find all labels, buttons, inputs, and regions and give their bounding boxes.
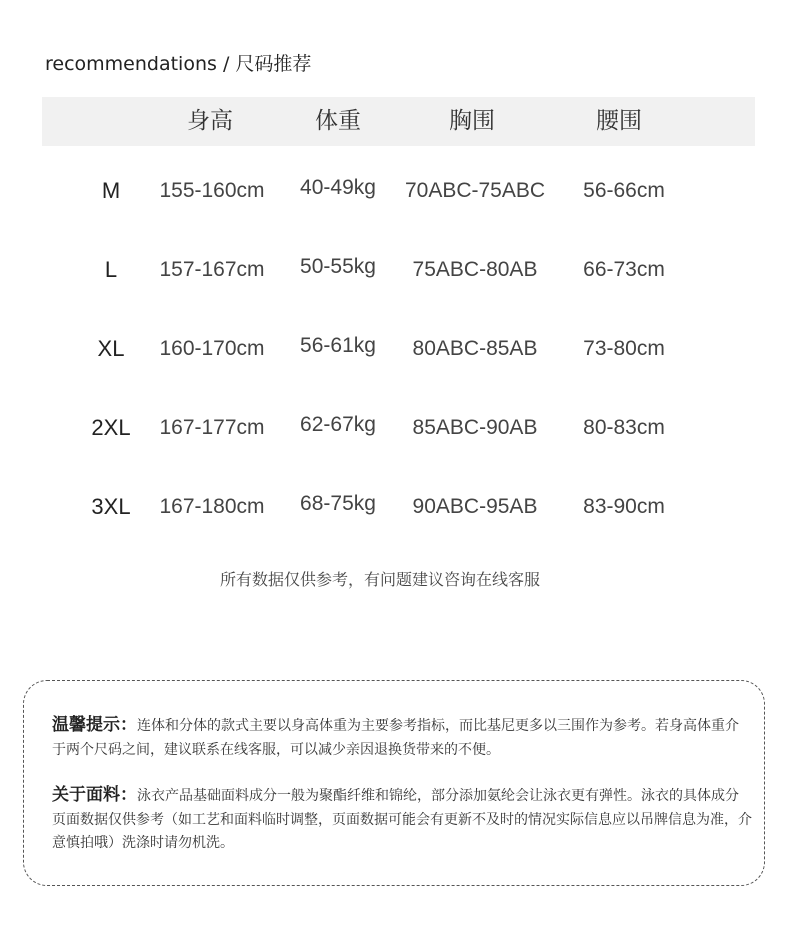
height-cell: 157-167cm [159, 258, 265, 281]
page-title: recommendations / 尺码推荐 [45, 53, 312, 75]
height-cell: 160-170cm [159, 337, 265, 360]
weight-cell: 40-49kg [300, 176, 376, 199]
bust-cell: 90ABC-95AB [412, 495, 538, 518]
bust-cell: 70ABC-75ABC [404, 179, 546, 202]
fabric-text: 泳衣产品基础面料成分一般为聚酯纤维和锦纶，部分添加氨纶会让泳衣更有弹性。泳衣的具体成分页面数据仅供参考（如工艺和面料临时调整，页面数据可能会有更新不及时的情况实际信息应以吊牌信息为准，介意慎拍哦）洗涤时请勿机洗。 [52, 788, 752, 851]
table-row [0, 171, 790, 211]
info-box [23, 680, 765, 886]
table-row [0, 329, 790, 369]
height-cell: 155-160cm [159, 179, 265, 202]
fabric-label: 关于面料： [52, 785, 137, 805]
size-cell: 2XL [91, 415, 131, 440]
header-height: 身高 [187, 108, 233, 134]
size-cell: XL [97, 336, 125, 361]
header-waist: 腰围 [596, 108, 642, 134]
table-row [0, 487, 790, 527]
header-bust: 胸围 [449, 108, 495, 134]
header-weight: 体重 [315, 108, 361, 134]
bust-cell: 75ABC-80AB [412, 258, 538, 281]
height-cell: 167-177cm [159, 416, 265, 439]
table-header [42, 97, 755, 146]
waist-cell: 73-80cm [583, 337, 665, 360]
weight-cell: 68-75kg [300, 492, 376, 515]
tip-text: 连体和分体的款式主要以身高体重为主要参考指标，而比基尼更多以三围作为参考。若身高体重介于两个尺码之间，建议联系在线客服，可以减少亲因退换货带来的不便。 [52, 718, 739, 758]
tip-paragraph [52, 714, 752, 762]
fabric-paragraph [52, 784, 752, 856]
weight-cell: 50-55kg [300, 255, 376, 278]
weight-cell: 56-61kg [300, 334, 376, 357]
waist-cell: 56-66cm [583, 179, 665, 202]
size-cell: M [101, 178, 121, 203]
size-cell: 3XL [91, 494, 131, 519]
bust-cell: 85ABC-90AB [412, 416, 538, 439]
disclaimer-note: 所有数据仅供参考，有问题建议咨询在线客服 [219, 570, 540, 589]
weight-cell: 62-67kg [300, 413, 376, 436]
table-row [0, 250, 790, 290]
waist-cell: 80-83cm [583, 416, 665, 439]
table-row [0, 408, 790, 448]
height-cell: 167-180cm [159, 495, 265, 518]
tip-label: 温馨提示： [52, 715, 137, 735]
waist-cell: 83-90cm [583, 495, 665, 518]
size-cell: L [104, 257, 118, 282]
waist-cell: 66-73cm [583, 258, 665, 281]
bust-cell: 80ABC-85AB [412, 337, 538, 360]
